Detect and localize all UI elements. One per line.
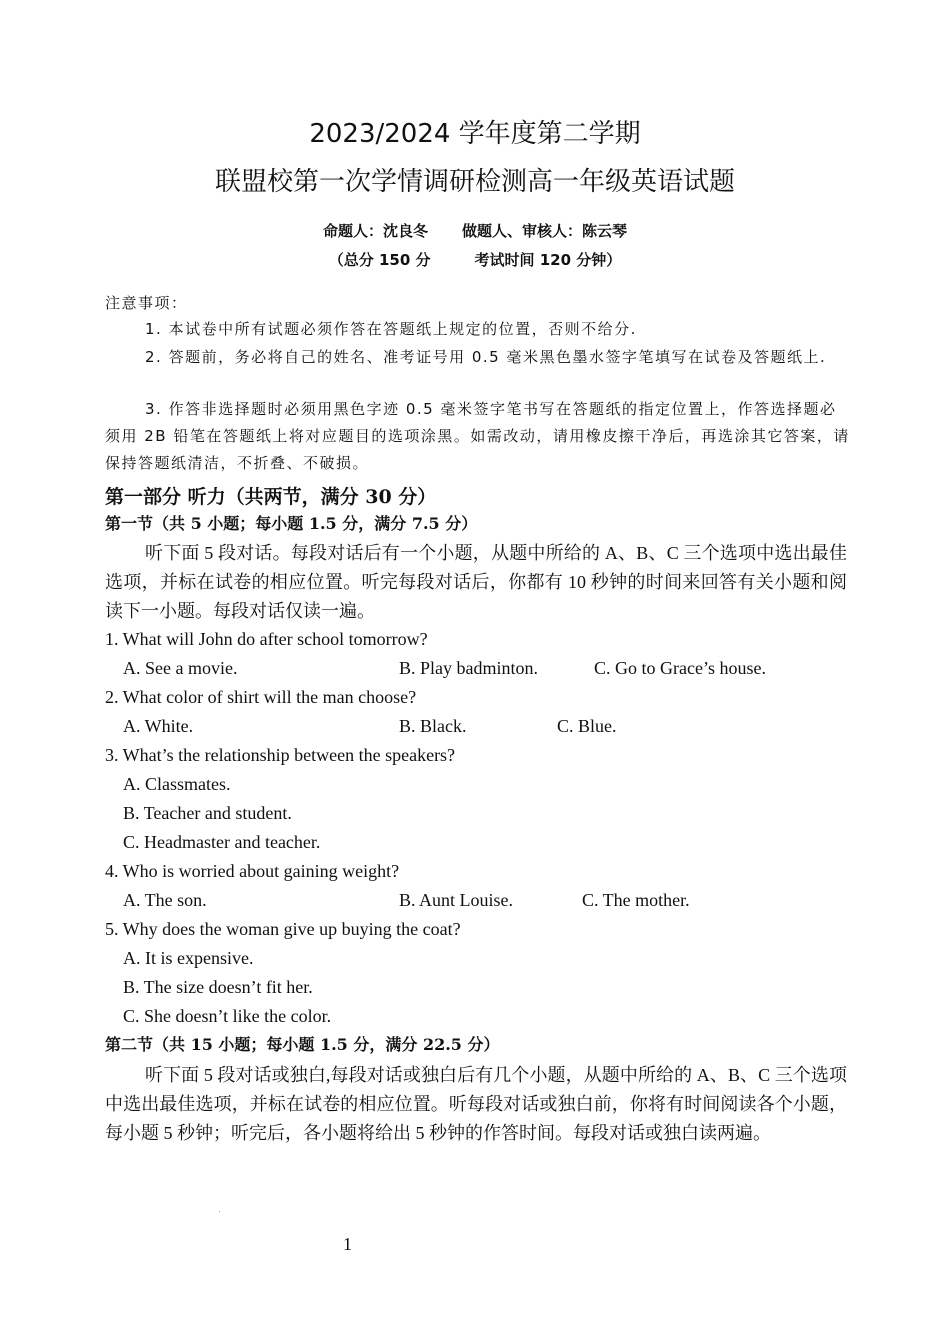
exam-title-term: 2023/2024 学年度第二学期	[309, 119, 641, 149]
exam-title-main: 联盟校第一次学情调研检测高一年级英语试题	[214, 167, 735, 197]
question-2-option-c: C. Blue.	[557, 716, 617, 736]
page-number: 1	[343, 1234, 352, 1254]
question-2-stem: 2. What color of shirt will the man choose?	[105, 687, 417, 707]
question-3-option-a: A. Classmates.	[123, 774, 231, 794]
question-4-option-a: A. The son.	[123, 890, 207, 910]
question-2-option-b: B. Black.	[399, 716, 467, 736]
question-4-option-c: C. The mother.	[582, 890, 690, 910]
question-4-stem: 4. Who is worried about gaining weight?	[105, 861, 400, 881]
section1-heading: 第一节（共 5 小题；每小题 1.5 分，满分 7.5 分）	[105, 514, 478, 533]
question-3-option-b: B. Teacher and student.	[123, 803, 292, 823]
notice-item-1: 1. 本试卷中所有试题必须作答在答题纸上规定的位置，否则不给分.	[145, 320, 637, 338]
question-3-stem: 3. What’s the relationship between the speakers?	[105, 745, 456, 765]
author-line	[0, 219, 950, 243]
stray-dot	[219, 1211, 220, 1212]
question-5-option-a: A. It is expensive.	[123, 948, 254, 968]
notice-item-2: 2. 答题前，务必将自己的姓名、准考证号用 0.5 毫米黑色墨水签字笔填写在试卷及答题纸上.	[145, 348, 827, 366]
exam-time: 考试时间 120 分钟）	[474, 251, 622, 269]
total-score: （总分 150 分	[328, 251, 431, 269]
notice-item-3: 3. 作答非选择题时必须用黑色字迹 0.5 毫米签字笔书写在答题纸的指定位置上，作答选择题必须用 2B 铅笔在答题纸上将对应题目的选项涂黑。如需改动，请用橡皮擦干净后，再选涂其它答案，请保持答题纸清洁，不折叠、不破损。	[105, 400, 850, 472]
question-1-option-b: B. Play badminton.	[399, 658, 538, 678]
part1-heading: 第一部分 听力（共两节，满分 30 分）	[105, 486, 437, 508]
section1-instructions: 听下面 5 段对话。每段对话后有一个小题，从题中所给的 A、B、C 三个选项中选出最佳选项，并标在试卷的相应位置。听完每段对话后，你都有 10 秒钟的时间来回答有关小题和阅读下一小题。每段对话仅读一遍。	[105, 543, 847, 621]
question-3-option-c: C. Headmaster and teacher.	[123, 832, 321, 852]
question-1-option-a: A. See a movie.	[123, 658, 238, 678]
question-5-stem: 5. Why does the woman give up buying the coat?	[105, 919, 461, 939]
reviewer-name: 做题人、审核人：陈云琴	[462, 222, 628, 240]
section2-instructions: 听下面 5 段对话或独白,每段对话或独白后有几个小题，从题中所给的 A、B、C 三个选项中选出最佳选项，并标在试卷的相应位置。听每段对话或独白前，你将有时间阅读各个小题，每小题 5 秒钟；听完后，各小题将给出 5 秒钟的作答时间。每段对话或独白读两遍。	[105, 1065, 847, 1143]
question-2-option-a: A. White.	[123, 716, 194, 736]
question-4-option-b: B. Aunt Louise.	[399, 890, 514, 910]
score-time-line	[0, 248, 950, 272]
notice-heading: 注意事项：	[105, 294, 188, 312]
section2-heading: 第二节（共 15 小题；每小题 1.5 分，满分 22.5 分）	[105, 1035, 500, 1054]
question-1-stem: 1. What will John do after school tomorrow?	[105, 629, 428, 649]
question-5-option-c: C. She doesn’t like the color.	[123, 1006, 332, 1026]
author-name: 命题人：沈良冬	[322, 222, 428, 240]
question-1-option-c: C. Go to Grace’s house.	[594, 658, 766, 678]
question-5-option-b: B. The size doesn’t fit her.	[123, 977, 313, 997]
